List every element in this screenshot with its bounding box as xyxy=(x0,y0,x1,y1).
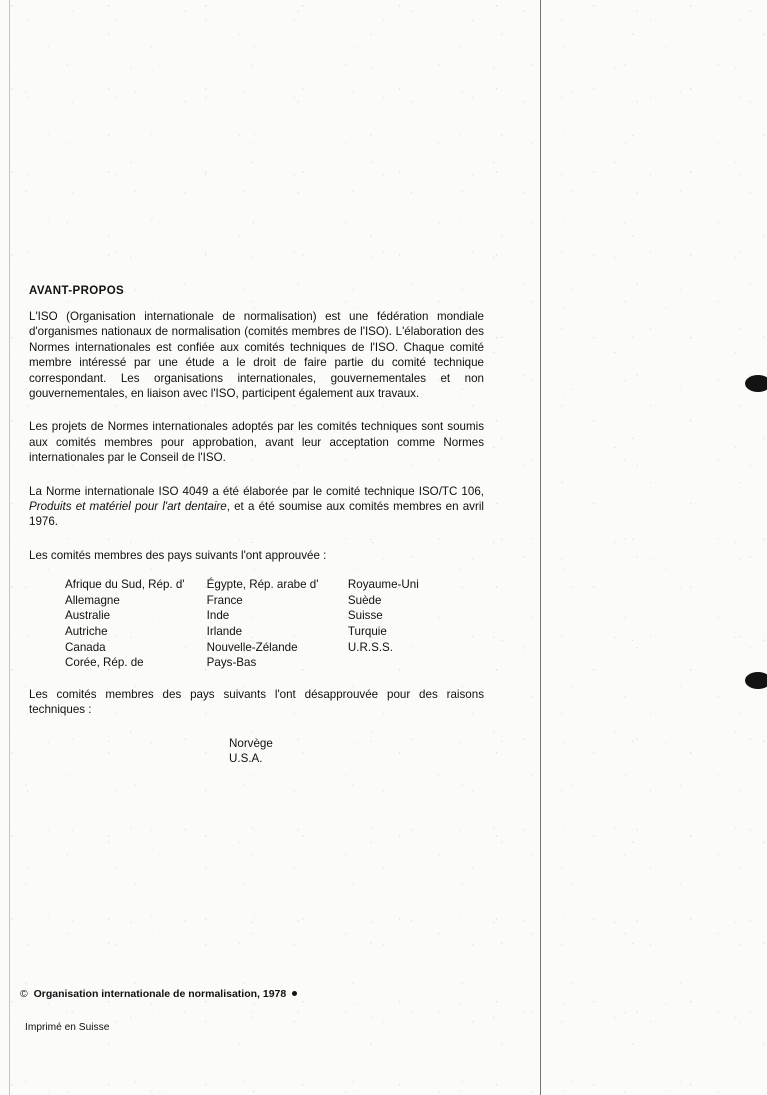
disapproved-countries-list xyxy=(229,736,484,767)
country-cell: Autriche xyxy=(65,625,108,639)
country-cell: Corée, Rép. de xyxy=(65,656,144,670)
printed-in-text: Imprimé en Suisse xyxy=(25,1022,110,1033)
copyright-symbol: © xyxy=(20,988,28,1000)
punch-hole-icon xyxy=(745,375,767,392)
table-row xyxy=(65,655,484,671)
right-margin-rule xyxy=(540,0,541,1095)
country-cell: Turquie xyxy=(347,625,387,639)
country-cell: Australie xyxy=(65,609,111,623)
country-cell: Suède xyxy=(347,593,382,607)
country-cell: U.R.S.S. xyxy=(347,640,394,654)
approved-countries-table xyxy=(65,577,484,671)
copyright-notice xyxy=(20,988,520,1000)
left-margin-rule xyxy=(9,0,10,1095)
country-cell: Égypte, Rép. arabe d' xyxy=(206,578,319,592)
country-cell: Canada xyxy=(65,640,106,654)
copyright-text: Organisation internationale de normalisation, 1978 xyxy=(33,988,287,1000)
country-cell: Nouvelle-Zélande xyxy=(206,640,298,654)
country-cell: France xyxy=(206,593,243,607)
country-cell: Inde xyxy=(206,609,230,623)
list-item: Norvège xyxy=(229,736,273,750)
page-title: AVANT-PROPOS xyxy=(29,285,125,297)
table-row xyxy=(65,624,484,640)
standard-origin-title: Produits et matériel pour l'art dentaire xyxy=(29,500,227,514)
table-row xyxy=(65,608,484,624)
country-cell: Afrique du Sud, Rép. d' xyxy=(65,578,185,592)
page-footer xyxy=(20,988,520,1033)
country-cell xyxy=(348,655,484,671)
table-row xyxy=(65,640,484,656)
table-row xyxy=(65,577,484,593)
standard-origin-before: La Norme internationale ISO 4049 a été élaborée par le comité technique ISO/TC 106, xyxy=(29,484,484,498)
approved-intro-text: Les comités membres des pays suivants l'ont approuvée : xyxy=(29,548,327,562)
country-cell: Suisse xyxy=(347,609,383,623)
paragraph-standard-origin xyxy=(29,484,484,530)
table-row xyxy=(65,593,484,609)
country-cell: Allemagne xyxy=(65,593,120,607)
document-body xyxy=(29,285,484,767)
standard-origin-after: , et a été soumise aux comités membres en avril 1976. xyxy=(29,500,484,529)
country-cell: Pays-Bas xyxy=(206,656,257,670)
bullet-icon xyxy=(292,991,297,996)
country-cell: Royaume-Uni xyxy=(347,578,419,592)
paragraph-iso-description: L'ISO (Organisation internationale de normalisation) est une fédération mondiale d'organismes nationaux de normalisation (comités membres de l'ISO). L'élaboration des Normes internationales est confiée aux comités techniques de l'ISO. Chaque comité membre intéressé par une étude a le droit de faire partie du comité technique correspondant. Les organisations internationales, gouvernementales et non gouvernementales, en liaison avec l'ISO, participent également aux travaux. xyxy=(29,310,484,401)
disapproved-intro-text: Les comités membres des pays suivants l'ont désapprouvée pour des raisons techniques : xyxy=(29,687,484,717)
list-item: U.S.A. xyxy=(229,752,263,766)
country-cell: Irlande xyxy=(206,625,243,639)
paragraph-draft-process: Les projets de Normes internationales adoptés par les comités techniques sont soumis aux comités membres pour approbation, avant leur acceptation comme Normes internationales par le Conseil de l'ISO. xyxy=(29,420,484,465)
punch-hole-icon xyxy=(745,672,767,689)
